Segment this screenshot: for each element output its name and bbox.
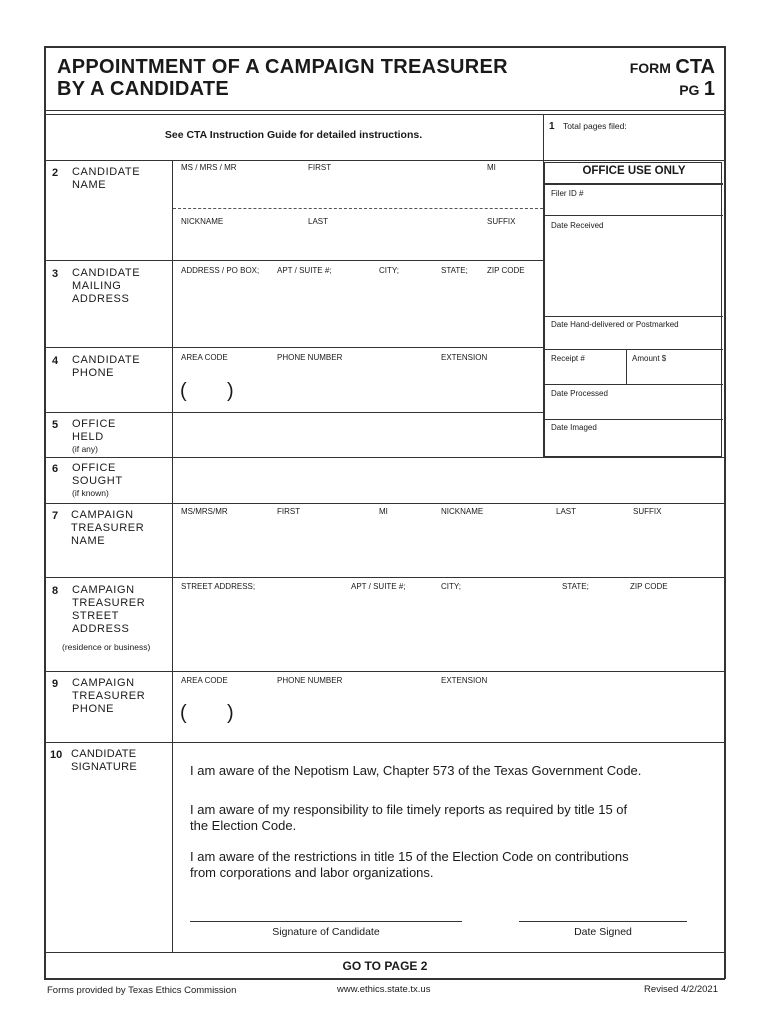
s4-ext-label: EXTENSION	[441, 353, 488, 362]
s8-label-2: TREASURER	[72, 597, 146, 609]
row-divider-5	[44, 457, 725, 458]
footer-right: Revised 4/2/2021	[644, 984, 718, 995]
s7-last-label: LAST	[556, 507, 577, 516]
s4-number: 4	[52, 355, 59, 367]
s2-first-label: FIRST	[308, 163, 332, 172]
office-use-receipt-split	[626, 349, 627, 384]
s5-number: 5	[52, 419, 59, 431]
s9-label-2: TREASURER	[72, 690, 146, 702]
s3-state-label: STATE;	[441, 266, 468, 275]
form-prefix: FORM	[629, 60, 671, 76]
office-use-div-5	[545, 419, 723, 420]
date-imaged-label: Date Imaged	[551, 423, 597, 432]
s3-label-1: CANDIDATE	[72, 267, 141, 279]
s10-number: 10	[50, 749, 63, 761]
filer-id-label: Filer ID #	[551, 189, 584, 198]
s8-zip-label: ZIP CODE	[630, 582, 668, 591]
row-divider-9	[44, 742, 725, 743]
s2-ms-label: MS / MRS / MR	[181, 163, 237, 172]
s8-number: 8	[52, 585, 59, 597]
s7-ms-label: MS/MRS/MR	[181, 507, 228, 516]
form-code-value: CTA	[675, 56, 715, 78]
s8-label-1: CAMPAIGN	[72, 584, 135, 596]
s4-area-label: AREA CODE	[181, 353, 228, 362]
s7-nickname-label: NICKNAME	[441, 507, 484, 516]
s8-label-4: ADDRESS	[72, 623, 130, 635]
form-code	[630, 56, 715, 79]
s10-label-2: SIGNATURE	[71, 761, 138, 773]
s2-nickname-label: NICKNAME	[181, 217, 224, 226]
date-signed-label: Date Signed	[574, 926, 632, 938]
header-divider-1	[44, 110, 725, 111]
s2-label-1: CANDIDATE	[72, 166, 141, 178]
s3-zip-label: ZIP CODE	[487, 266, 525, 275]
instructions-text: See CTA Instruction Guide for detailed instructions.	[164, 129, 423, 141]
s7-label-3: NAME	[71, 535, 106, 547]
s6-label-2: SOUGHT	[72, 475, 123, 487]
total-pages-field[interactable]	[549, 121, 627, 132]
s3-number: 3	[52, 268, 59, 280]
s7-suffix-label: SUFFIX	[633, 507, 662, 516]
s4-paren-open: (	[180, 380, 187, 402]
s5-label-2: HELD	[72, 431, 104, 443]
s9-paren-close: )	[227, 702, 234, 724]
s2-suffix-label: SUFFIX	[487, 217, 516, 226]
s3-label-3: ADDRESS	[72, 293, 130, 305]
receipt-label: Receipt #	[551, 354, 585, 363]
s8-city-label: CITY;	[441, 582, 461, 591]
row-divider-instructions	[44, 160, 725, 161]
date-processed-label: Date Processed	[551, 389, 608, 398]
s10-statement-3a: I am aware of the restrictions in title 15 of the Election Code on contributions	[190, 849, 629, 864]
row-divider-4	[44, 412, 544, 413]
frame-bottom	[44, 978, 725, 980]
form-title-line2: BY A CANDIDATE	[57, 78, 229, 100]
office-use-div-4	[545, 384, 723, 385]
s7-label-2: TREASURER	[71, 522, 145, 534]
office-use-title: OFFICE USE ONLY	[582, 165, 686, 177]
s4-paren-close: )	[227, 380, 234, 402]
s9-phone-label: PHONE NUMBER	[277, 676, 343, 685]
row-divider-6	[44, 503, 725, 504]
total-pages-number: 1	[549, 121, 555, 132]
s2-number: 2	[52, 167, 59, 179]
row-divider-2	[44, 260, 544, 261]
s3-apt-label: APT / SUITE #;	[277, 266, 332, 275]
pg-prefix: PG	[679, 82, 700, 98]
frame-right	[724, 46, 726, 979]
s6-note: (if known)	[72, 488, 109, 498]
total-pages-label: Total pages filed:	[562, 121, 627, 131]
s8-note: (residence or business)	[62, 642, 151, 652]
header-divider-2	[44, 114, 725, 115]
s8-street-label: STREET ADDRESS;	[181, 582, 256, 591]
row-divider-8	[44, 671, 725, 672]
row-divider-3	[44, 347, 544, 348]
s10-statement-2a: I am aware of my responsibility to file timely reports as required by title 15 of	[190, 802, 628, 817]
s9-label-1: CAMPAIGN	[72, 677, 135, 689]
frame-left	[44, 46, 46, 979]
date-signed-line[interactable]	[519, 921, 687, 922]
s2-last-label: LAST	[308, 217, 329, 226]
s8-label-3: STREET	[72, 610, 119, 622]
s2-mi-label: MI	[487, 163, 496, 172]
s7-label-1: CAMPAIGN	[71, 509, 134, 521]
office-use-div-2	[545, 316, 723, 317]
office-use-title-divider	[545, 183, 723, 185]
s10-label-1: CANDIDATE	[71, 748, 137, 760]
date-received-label: Date Received	[551, 221, 604, 230]
pg-number: 1	[703, 78, 715, 100]
footer-left: Forms provided by Texas Ethics Commission	[47, 985, 237, 996]
s6-label-1: OFFICE	[72, 462, 116, 474]
s7-number: 7	[52, 510, 59, 522]
s6-number: 6	[52, 463, 59, 475]
s3-city-label: CITY;	[379, 266, 399, 275]
s5-note: (if any)	[72, 444, 98, 454]
s10-statement-1: I am aware of the Nepotism Law, Chapter 573 of the Texas Government Code.	[190, 763, 642, 778]
row-divider-10	[44, 952, 725, 953]
instructions-right-border	[543, 114, 544, 162]
s5-label-1: OFFICE	[72, 418, 116, 430]
s7-first-label: FIRST	[277, 507, 301, 516]
s9-paren-open: (	[180, 702, 187, 724]
office-use-div-1	[545, 215, 723, 216]
amount-label: Amount $	[632, 354, 667, 363]
go-to-page-2: GO TO PAGE 2	[342, 959, 428, 973]
label-column-border	[172, 160, 173, 953]
page-code	[679, 78, 715, 101]
office-use-div-3	[545, 349, 723, 350]
s3-label-2: MAILING	[72, 280, 122, 292]
s3-address-label: ADDRESS / PO BOX;	[181, 266, 260, 275]
form-title-line1: APPOINTMENT OF A CAMPAIGN TREASURER	[57, 56, 508, 78]
row-divider-7	[44, 577, 725, 578]
s7-mi-label: MI	[379, 507, 388, 516]
signature-line[interactable]	[190, 921, 462, 922]
footer-center: www.ethics.state.tx.us	[337, 984, 431, 995]
s4-label-1: CANDIDATE	[72, 354, 141, 366]
s9-number: 9	[52, 678, 59, 690]
s4-label-2: PHONE	[72, 367, 115, 379]
s4-phone-label: PHONE NUMBER	[277, 353, 343, 362]
s8-apt-label: APT / SUITE #;	[351, 582, 406, 591]
s10-statement-2b: the Election Code.	[190, 818, 297, 833]
frame-top	[44, 46, 725, 48]
signature-label: Signature of Candidate	[272, 926, 380, 938]
s8-state-label: STATE;	[562, 582, 589, 591]
s2-dashed-divider	[173, 208, 543, 209]
s2-label-2: NAME	[72, 179, 107, 191]
date-hand-label: Date Hand-delivered or Postmarked	[551, 320, 679, 329]
office-use-box	[544, 162, 722, 457]
s9-area-label: AREA CODE	[181, 676, 228, 685]
s10-statement-3b: from corporations and labor organizations.	[190, 865, 434, 880]
s9-label-3: PHONE	[72, 703, 115, 715]
s9-ext-label: EXTENSION	[441, 676, 488, 685]
